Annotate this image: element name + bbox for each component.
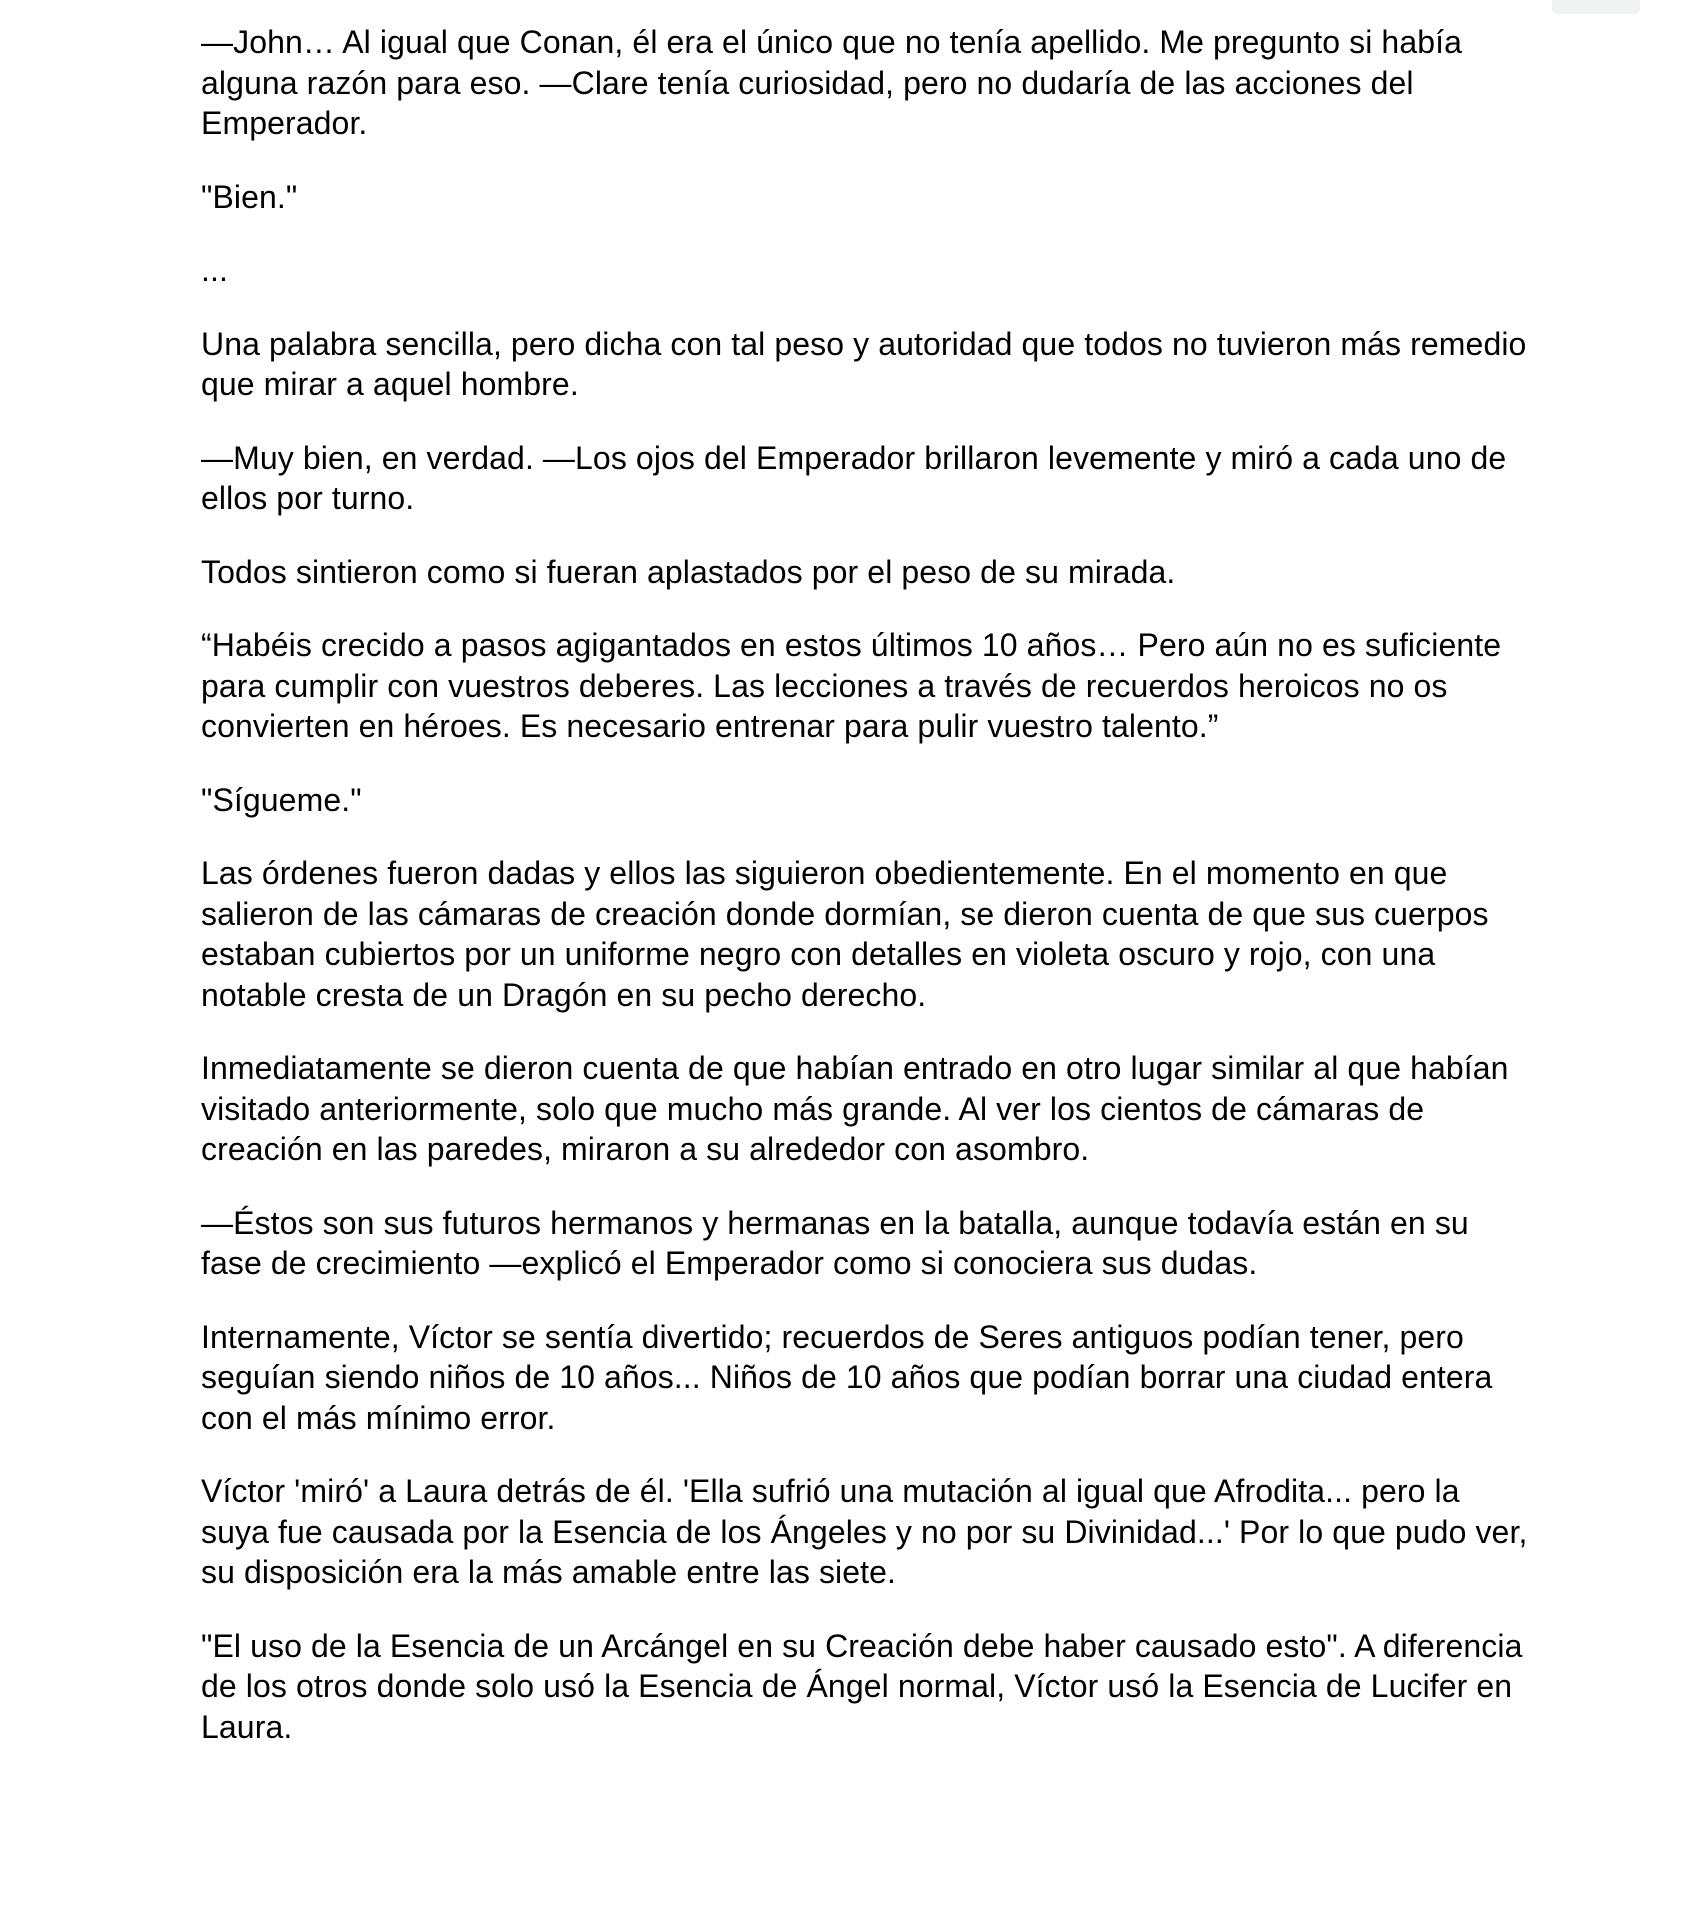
paragraph: "Bien.": [201, 178, 298, 215]
paragraph: ...: [201, 252, 228, 288]
paragraph: Inmediatamente se dieron cuenta de que habían entrado en otro lugar similar al que habían visitado anteriormente, solo que mucho más grande. Al ver los cientos de cámaras de creación en las paredes, miraron a su alrededor con asombro.: [201, 1050, 1509, 1167]
paragraph: Todos sintieron como si fueran aplastados por el peso de su mirada.: [201, 553, 1176, 590]
paragraph: —John… Al igual que Conan, él era el único que no tenía apellido. Me pregunto si había alguna razón para eso. —Clare tenía curiosidad, pero no dudaría de las acciones del Emperador.: [201, 24, 1463, 141]
paragraph: Las órdenes fueron dadas y ellos las siguieron obedientemente. En el momento en que salieron de las cámaras de creación donde dormían, se dieron cuenta de que sus cuerpos estaban cubiertos por un uniforme negro con detalles en violeta oscuro y rojo, con una notable cresta de un Dragón en su pecho derecho.: [201, 855, 1489, 1013]
text-body: [201, 22, 1531, 1780]
paragraph: "Sígueme.": [201, 781, 362, 818]
paragraph: —Muy bien, en verdad. —Los ojos del Emperador brillaron levemente y miró a cada uno de ellos por turno.: [201, 439, 1507, 516]
corner-tab: [1552, 0, 1640, 14]
paragraph: "El uso de la Esencia de un Arcángel en su Creación debe haber causado esto". A diferencia de los otros donde solo usó la Esencia de Ángel normal, Víctor usó la Esencia de Lucifer en Laura.: [201, 1627, 1523, 1745]
paragraph: —Éstos son sus futuros hermanos y hermanas en la batalla, aunque todavía están en su fase de crecimiento —explicó el Emperador como si conociera sus dudas.: [201, 1204, 1469, 1281]
paragraph: Una palabra sencilla, pero dicha con tal peso y autoridad que todos no tuvieron más remedio que mirar a aquel hombre.: [201, 325, 1527, 402]
paragraph: Víctor 'miró' a Laura detrás de él. 'Ella sufrió una mutación al igual que Afrodita... pero la suya fue causada por la Esencia de los Ángeles y no por su Divinidad...' Por lo que pudo ver, su disposición era la más amable entre las siete.: [201, 1473, 1528, 1590]
paragraph: “Habéis crecido a pasos agigantados en estos últimos 10 años… Pero aún no es suficiente para cumplir con vuestros deberes. Las lecciones a través de recuerdos heroicos no os convierten en héroes. Es necesario entrenar para pulir vuestro talento.”: [201, 627, 1502, 744]
paragraph: Internamente, Víctor se sentía divertido; recuerdos de Seres antiguos podían tener, pero seguían siendo niños de 10 años... Niños de 10 años que podían borrar una ciudad entera con el más mínimo error.: [201, 1318, 1493, 1436]
